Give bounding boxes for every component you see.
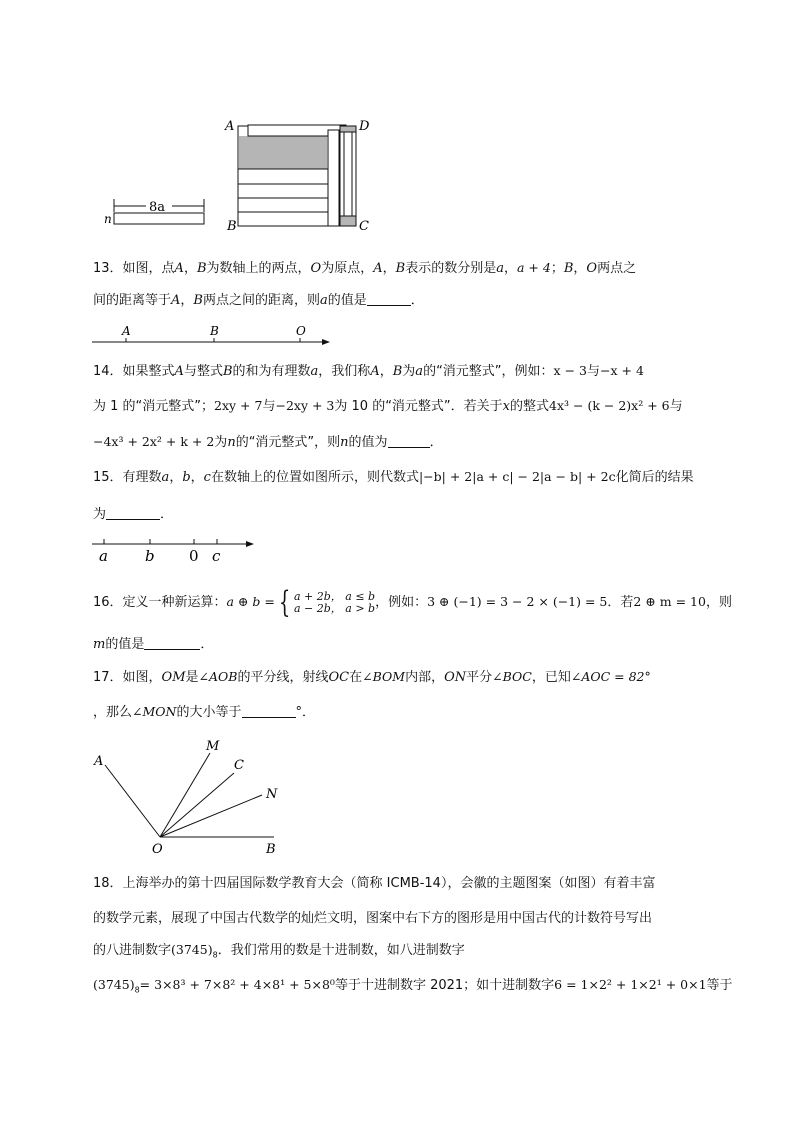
label-C: C: [359, 219, 369, 234]
q16-line2: m的值是 ．: [93, 637, 214, 652]
rectangle-strips-figure: [100, 112, 380, 240]
label-B: B: [227, 219, 237, 234]
q18-line3: 的八进制数字$(3745)_8$．我们常用的数是十进制数，如八进制数字: [93, 942, 465, 960]
q15-line2: 为 ．: [93, 507, 174, 522]
q18-line2: 的数学元素，展现了中国古代数学的灿烂文明，图案中右下方的图形是用中国古代的计数符号写出: [93, 911, 653, 926]
ray-label-A: A: [94, 754, 104, 769]
answer-blank[interactable]: [388, 434, 430, 448]
q18-line1: 18．上海举办的第十四届国际数学教育大会（简称 ICMB-14），会徽的主题图案（如图）有着丰富: [93, 876, 656, 891]
point-O: O: [296, 324, 306, 338]
point-B: B: [210, 324, 219, 338]
answer-blank[interactable]: [106, 506, 160, 520]
point-b: b: [145, 547, 155, 565]
point-c: c: [212, 547, 221, 565]
point-zero: 0: [189, 547, 199, 565]
ray-label-M: M: [206, 739, 220, 754]
ray-label-C: C: [234, 758, 244, 773]
q15-line1: 15．有理数a，b，c在数轴上的位置如图所示，则代数式|−b| + 2|a + c| − 2|a − b| + 2c化简后的结果: [93, 469, 694, 485]
point-A: A: [122, 324, 131, 338]
label-A: A: [225, 119, 235, 134]
answer-blank[interactable]: [367, 292, 411, 306]
ray-label-B: B: [266, 842, 276, 857]
point-a: a: [99, 547, 108, 565]
q18-line4: $(3745)_8= 3\times 8^3 + 7\times 8^2 + 4\times 8^1 + 5\times 8^0$等于十进制数字 2021；如十进制数字6 = 1×2² + 1×2¹ + 0×1等于: [93, 977, 733, 995]
label-D: D: [359, 119, 370, 134]
q14-line2: 为 1 的“消元整式”；2xy + 7与−2xy + 3为 10 的“消元整式”．若关于x的整式4x³ − (k − 2)x² + 6与: [93, 398, 683, 414]
q14-line3: −4x³ + 2x² + k + 2为n的“消元整式”，则n的值为 ．: [93, 434, 443, 450]
label-8a: 8a: [149, 200, 166, 215]
q13-line1: 13．如图，点A，B为数轴上的两点，O为原点，A，B表示的数分别是a，a + 4；B，O两点之: [93, 260, 637, 276]
q13-line2: 间的距离等于A，B两点之间的距离，则a的值是 ．: [93, 293, 424, 308]
q14-line1: 14．如果整式A与整式B的和为有理数a，我们称A，B为a的“消元整式”，例如：x − 3与−x + 4: [93, 363, 644, 379]
q17-line2: ，那么∠MON的大小等于 °．: [93, 704, 316, 720]
vertex-label-O: O: [152, 842, 163, 857]
label-n: n: [104, 212, 112, 226]
answer-blank[interactable]: [144, 636, 200, 650]
number-line-15: [90, 534, 260, 568]
angle-figure: [88, 735, 288, 857]
q17-line1: 17．如图，OM是∠AOB的平分线，射线OC在∠BOM内部，ON平分∠BOC，已知∠AOC = 82°: [93, 669, 651, 685]
number-line-13: [90, 320, 335, 350]
q16-line1: 16．定义一种新运算：a ⊕ b = { a + 2b， a ≤ b a − 2b， a > b ，例如：3 ⊕ (−1) = 3 − 2 × (−1) = 5．若2 ⊕ m = 10，则: [93, 584, 732, 620]
ray-label-N: N: [266, 787, 278, 802]
answer-blank[interactable]: [242, 704, 296, 718]
